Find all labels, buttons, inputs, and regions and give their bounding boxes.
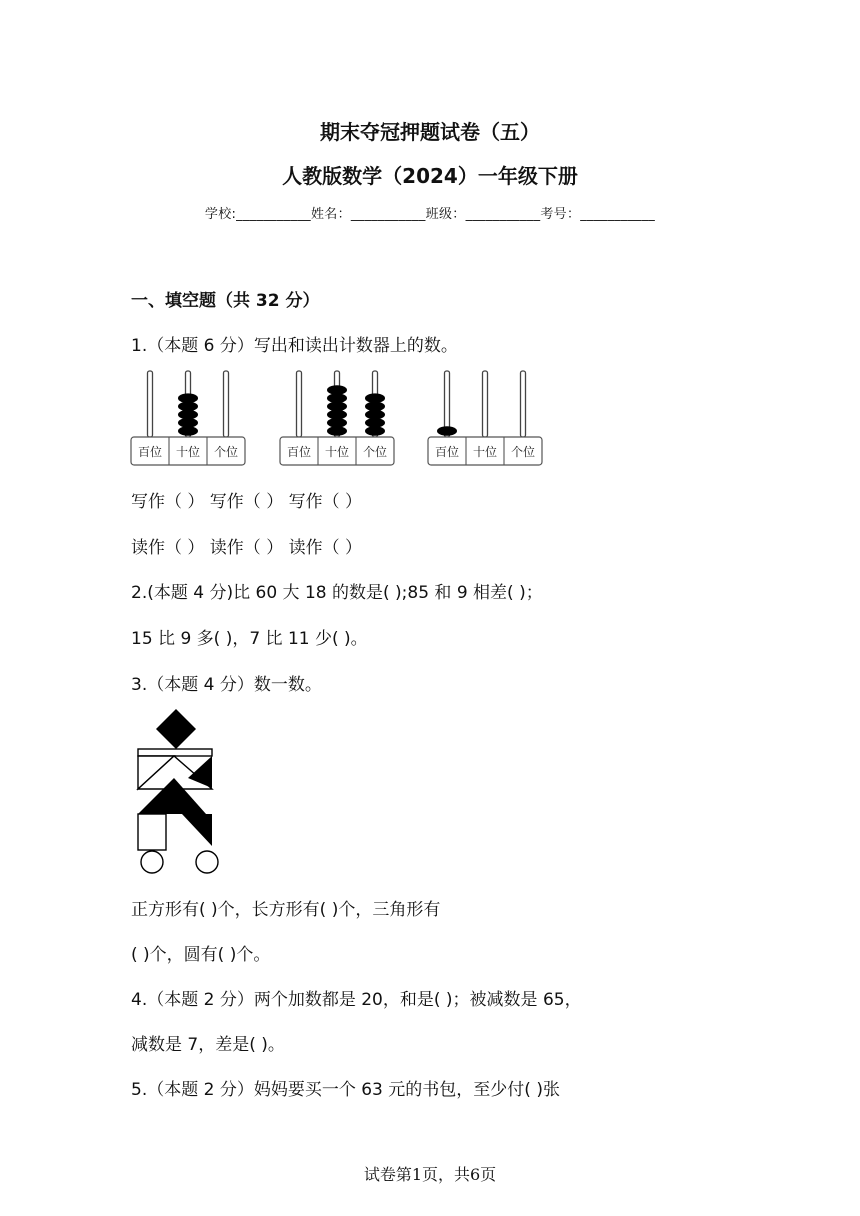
abacus-bead (365, 426, 385, 436)
abacus-figures (0, 0, 860, 480)
abacus-rod (148, 371, 153, 437)
abacus-label: 百位 (286, 445, 312, 459)
abacus-1 (131, 371, 245, 465)
abacus-bead (365, 418, 385, 428)
leg-black-triangle (182, 814, 212, 846)
page-footer: 试卷第1页，共6页 (363, 1165, 497, 1184)
abacus-bead (327, 402, 347, 412)
abacus-bead (327, 385, 347, 395)
abacus-label: 个位 (362, 445, 388, 459)
abacus-label: 十位 (175, 445, 201, 459)
abacus-bead (178, 418, 198, 428)
question-1-stem: 1.（本题 6 分）写出和读出计数器上的数。 (131, 336, 458, 356)
leg-rect (138, 814, 166, 850)
head-square (156, 709, 196, 749)
abacus-rod (521, 371, 526, 437)
abacus-rod (297, 371, 302, 437)
exam-subtitle: 人教版数学（2024）一年级下册 (282, 164, 578, 188)
question-1-read-line: 读作（ ） 读作（ ） 读作（ ） (131, 538, 363, 558)
abacus-label: 百位 (434, 445, 460, 459)
abacus-bead (178, 426, 198, 436)
abacus-bead (365, 402, 385, 412)
question-4-line-2: 减数是 7，差是( )。 (131, 1035, 285, 1055)
exam-title: 期末夺冠押题试卷（五） (320, 120, 540, 144)
section-title: 一、填空题（共 32 分） (131, 291, 320, 311)
abacus-3 (428, 371, 542, 465)
top-rect (138, 749, 212, 756)
question-3-line-1: 正方形有( )个，长方形有( )个，三角形有 (131, 900, 441, 920)
abacus-bead (327, 393, 347, 403)
abacus-bead (178, 402, 198, 412)
tangram-figure (130, 706, 230, 876)
abacus-label: 十位 (324, 445, 350, 459)
abacus-bead (327, 426, 347, 436)
student-info-line: 学校:___________姓名：___________班级：___________考号：___________ (204, 207, 656, 222)
abacus-2 (280, 371, 394, 465)
abacus-label: 百位 (137, 445, 163, 459)
abacus-bead (365, 393, 385, 403)
question-5-line-1: 5.（本题 2 分）妈妈要买一个 63 元的书包，至少付( )张 (131, 1080, 560, 1100)
abacus-bead (327, 418, 347, 428)
abacus-label: 十位 (472, 445, 498, 459)
abacus-rod (224, 371, 229, 437)
left-wheel (141, 851, 163, 873)
abacus-rod (483, 371, 488, 437)
question-2-line-2: 15 比 9 多( )，7 比 11 少( )。 (131, 629, 368, 649)
abacus-bead (178, 410, 198, 420)
right-wheel (196, 851, 218, 873)
abacus-label: 个位 (510, 445, 536, 459)
question-4-line-1: 4.（本题 2 分）两个加数都是 20，和是( )；被减数是 65， (131, 990, 582, 1010)
abacus-bead (178, 393, 198, 403)
question-1-write-line: 写作（ ） 写作（ ） 写作（ ） (131, 492, 363, 512)
abacus-label: 个位 (213, 445, 239, 459)
abacus-bead (365, 410, 385, 420)
question-3-stem: 3.（本题 4 分）数一数。 (131, 675, 322, 695)
abacus-bead (437, 426, 457, 436)
question-3-line-2: ( )个，圆有( )个。 (131, 945, 271, 965)
abacus-bead (327, 410, 347, 420)
question-2-line-1: 2.(本题 4 分)比 60 大 18 的数是( );85 和 9 相差( )； (131, 583, 543, 603)
